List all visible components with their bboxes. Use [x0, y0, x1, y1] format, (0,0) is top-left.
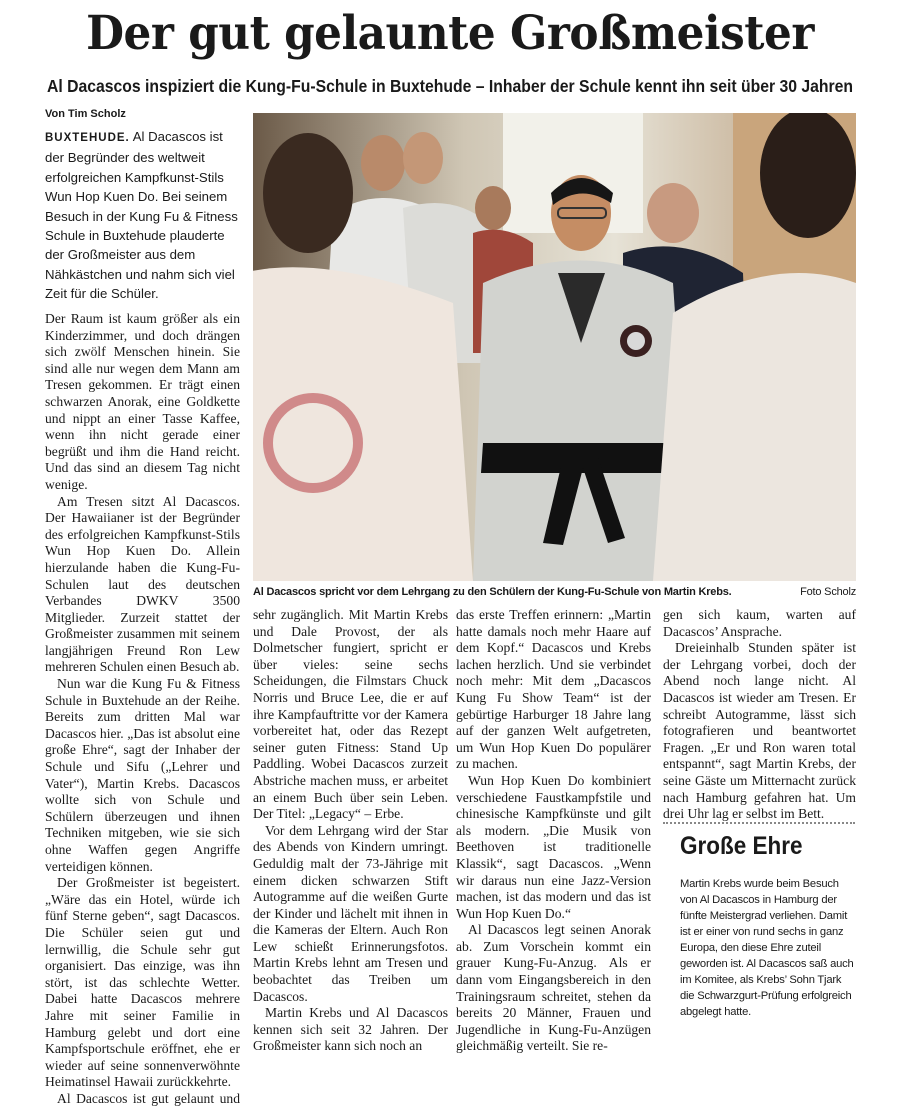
article-column-4 [663, 607, 856, 823]
paragraph: Der Großmeister ist begeistert. „Wäre das ein Hotel, würde ich fünf Sterne geben“, sagt Dacascos. Die Schüler seien gut und lernwillig, die Schule sehr gut organisiert. Das einzige, was ihn stört, ist das schlechte Wetter. Dabei hatte Dacascos mehrere Jahre mit seiner Familie in Hamburg gelebt und dort eine Kampfsportschule eröffnet, ehe er wieder auf seine sonnenverwöhnte Heimatinsel Hawaii zurückkehrte. [45, 875, 240, 1090]
caption-text-end: zu den Schülern der Kung-Fu-Schule von Martin Krebs. [449, 586, 732, 598]
photo-caption [253, 586, 856, 598]
paragraph: Wun Hop Kuen Do kombiniert verschiedene Faustkampfstile und chinesische Kampfkünste und gilt als modern. „Die Musik von Beethoven ist traditionelle Klassik“, sagt Dacascos. „Wenn wir daraus nun eine Jazz-Version machen, ist das modern und das ist Wun Hop Kuen Do.“ [456, 772, 651, 921]
lead-text: Al Dacascos ist der Begründer des weltweit erfolgreichen Kampfkunst-Stils Wun Hop Kuen Do. Bei seinem Besuch in der Kung Fu & Fitness Schule in Buxtehude plauderte der Großmeister aus dem Nähkästchen und nahm sich viel Zeit für die Schüler. [45, 129, 238, 302]
article-column-2 [253, 607, 448, 1055]
caption-emphasis: vor dem Lehrgang [357, 586, 450, 598]
paragraph: Am Tresen sitzt Al Dacascos. Der Hawaiianer ist der Begründer des erfolgreichen Kampfkunst-Stils Wun Hop Kuen Do. Allein hierzulande haben die Kung-Fu-Schulen laut des deutschen Verbandes DWKV 3500 Mitglieder. Zurzeit stattet der Großmeister zusammen mit seinem langjährigen Freund Ron Lew mehreren Schulen einen Besuch ab. [45, 493, 240, 675]
paragraph: Nun war die Kung Fu & Fitness Schule in Buxtehude an der Reihe. Bereits zum dritten Mal war Dacascos hier. „Das ist absolut eine große Ehre“, sagt der Inhaber der Schule und Sifu („Lehrer und Vater“), Martin Krebs. Dacascos wollte sich von Schule und Schülern überzeugen und ihnen Techniken mitgeben, wie sie sich ohne Waffen gegen Angriffe verteidigen können. [45, 676, 240, 874]
article-photo [253, 113, 856, 581]
paragraph: das erste Treffen erinnern: „Martin hatte damals noch mehr Haare auf dem Kopf.“ Dacascos und Krebs lachen herzlich. Und sie verbindet noch mehr: Mit dem „Dacascos Kung Fu Show Team“ ist der gebürtige Harburger 18 Jahre lang auf der ganzen Welt aufgetreten, um Wun Hop Kuen Do populärer zu machen. [456, 607, 651, 772]
paragraph: Al Dacascos legt seinen Anorak ab. Zum Vorschein kommt ein grauer Kung-Fu-Anzug. Als er dann vom Eingangsbereich in den Trainingsraum schreitet, stehen da bereits 20 Männer, Frauen und Jugendliche in Kung-Fu-Anzügen gleichmäßig verteilt. Sie re- [456, 922, 651, 1054]
headline: Der gut gelaunte Großmeister [86, 6, 814, 61]
sidebar-box-title: Große Ehre [680, 832, 803, 860]
paragraph: Martin Krebs und Al Dacascos kennen sich seit 32 Jahren. Der Großmeister kann sich noch an [253, 1005, 448, 1054]
photo-credit: Foto Scholz [800, 586, 856, 598]
dotted-divider [663, 822, 855, 824]
paragraph: Vor dem Lehrgang wird der Star des Abends von Kindern umringt. Geduldig malt der 73-Jährige mit einem dicken schwarzen Stift Autogramme auf die weißen Gurte der Kinder und lächelt mit ihnen in die Kameras der Eltern. Auch Ron Lew schießt Erinnerungsfotos. Martin Krebs lehnt am Tresen und beobachtet das Treiben um Dacascos. [253, 822, 448, 1004]
kung-fu-class-photo [253, 113, 856, 581]
subtitle: Al Dacascos inspiziert die Kung-Fu-Schule in Buxtehude – Inhaber der Schule kennt ihn seit über 30 Jahren [46, 76, 854, 96]
paragraph: sehr zugänglich. Mit Martin Krebs und Dale Provost, der als Dolmetscher fungiert, spricht er über vieles: seine sechs Scheidungen, die Filmstars Chuck Norris und Bruce Lee, die er auf ihre Kampfauftritte vor der Kamera vorbereitet hat, oder das Rezept seiner guten Fitness: Stand Up Paddling. Wobei Dacascos zurzeit Abstriche machen muss, er arbeitet an einem Buch über sein Leben. Der Titel: „Legacy“ – Erbe. [253, 607, 448, 822]
paragraph: Der Raum ist kaum größer als ein Kinderzimmer, und doch drängen sich zwölf Menschen hinein. Sie sind alle nur wegen dem Mann am Tresen gekommen. Er trägt einen schwarzen Anorak, eine Goldkette und nippt an einer Tasse Kaffee, wenn ihn nicht gerade einer begrüßt und ihm die Hand reicht. Und das sind an diesem Tag nicht wenige. [45, 311, 240, 492]
article-column-3 [456, 607, 651, 1055]
caption-text: Al Dacascos spricht [253, 586, 358, 598]
paragraph: Al Dacascos ist gut gelaunt und [57, 1090, 240, 1106]
dateline: BUXTEHUDE. [45, 132, 130, 144]
paragraph: Dreieinhalb Stunden später ist der Lehrgang vorbei, doch der Abend noch lange nicht. Al Dacascos ist wieder am Tresen. Er schreibt Autogramme, lässt sich fotografieren und beantwortet Fragen. „Er und Ron waren total entspannt“, sagt Martin Krebs, der seine Gäste um Mitternacht zurück nach Hamburg gefahren hat. Um drei Uhr lag er selbst im Bett. [663, 640, 856, 822]
lead-paragraph [45, 127, 241, 304]
article-column-1 [45, 311, 240, 1108]
paragraph: gen sich kaum, warten auf Dacascos’ Ansprache. [663, 607, 856, 639]
byline: Von Tim Scholz [45, 108, 126, 120]
sidebar-box-text: Martin Krebs wurde beim Besuch von Al Dacascos in Hamburg der fünfte Meistergrad verliehen. Damit ist er einer von rund sechs in ganz Europa, den diese Ehre zuteil geworden ist. Al Dacascos saß auch im Komitee, als Krebs’ Sohn Tjark die Schwarzgurt-Prüfung erfolgreich abgelegt hatte. [680, 878, 854, 1018]
